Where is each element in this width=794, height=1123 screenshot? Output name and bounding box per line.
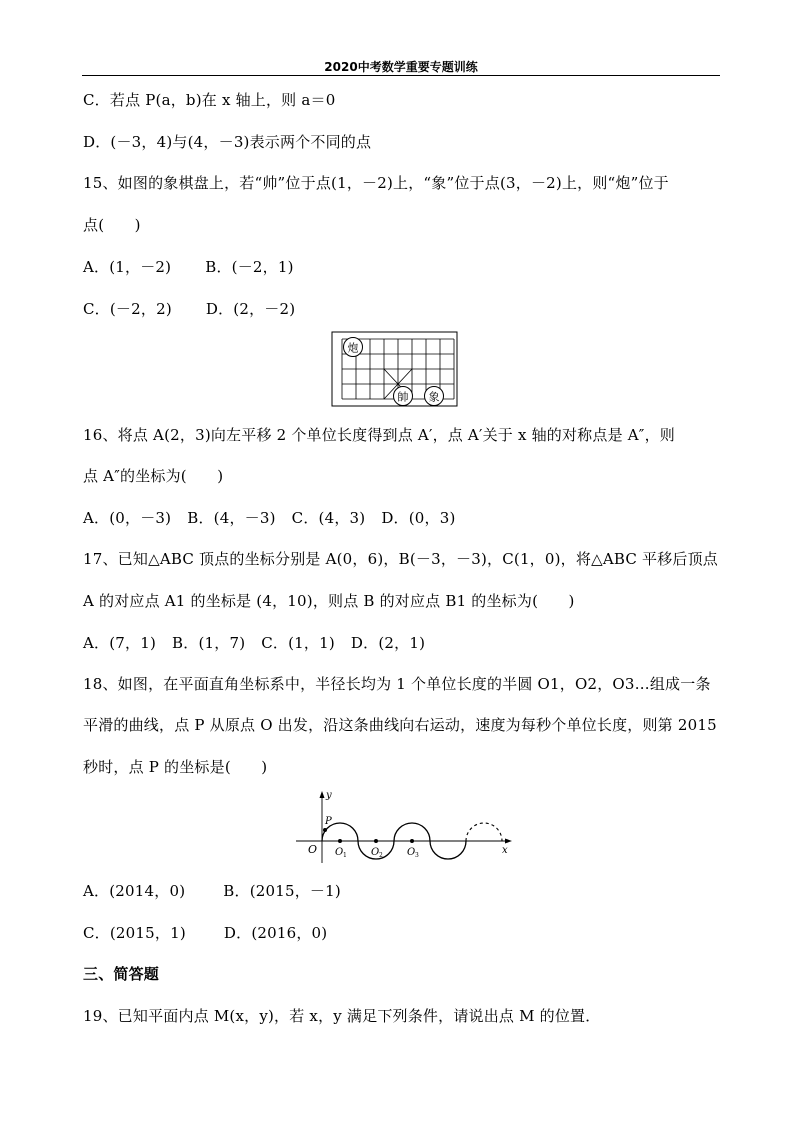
svg-text:P: P <box>325 816 332 827</box>
q14-option-c: C．若点 P(a，b)在 x 轴上，则 a＝0 <box>83 91 336 109</box>
q18-option-b: B．(2015，－1) <box>223 882 341 900</box>
svg-text:O: O <box>407 847 416 858</box>
svg-text:y: y <box>326 790 332 801</box>
q15-option-d: D．(2，－2) <box>205 300 296 318</box>
q16-stem-line2: 点 A″的坐标为( ) <box>83 467 224 485</box>
header-rule <box>82 75 720 76</box>
pao-piece <box>344 338 363 357</box>
q18-option-a: A．(2014，0) <box>83 882 186 900</box>
q17-stem-line2: A 的对应点 A1 的坐标是 (4，10)，则点 B 的对应点 B1 的坐标为( ) <box>83 592 575 610</box>
q17-option-a: A．(7，1) <box>83 634 157 652</box>
q17-options <box>83 632 425 653</box>
svg-text:O: O <box>371 847 380 858</box>
svg-text:3: 3 <box>415 852 419 859</box>
q17-option-c: C．(1，1) <box>261 634 335 652</box>
q15-options-ab <box>83 256 294 277</box>
svg-text:x: x <box>502 845 508 856</box>
q18-options-cd <box>83 922 327 943</box>
q18-option-c: C．(2015，1) <box>83 924 186 942</box>
shuai-piece <box>394 387 413 406</box>
q16-options <box>83 507 456 528</box>
q15-stem-line1: 15、如图的象棋盘上，若“帅”位于点(1，－2)上，“象”位于点(3，－2)上，则“炮”位于 <box>83 174 669 192</box>
svg-text:O: O <box>335 847 344 858</box>
q16-option-d: D．(0，3) <box>381 509 456 527</box>
q16-option-b: B．(4，－3) <box>187 509 276 527</box>
q16-stem-line1: 16、将点 A(2，3)向左平移 2 个单位长度得到点 A′，点 A′关于 x 轴的对称点是 A″，则 <box>83 426 675 444</box>
xiang-piece <box>425 387 444 406</box>
svg-text:2: 2 <box>379 852 383 859</box>
q17-option-b: B．(1，7) <box>172 634 246 652</box>
page-header: 2020中考数学重要专题训练 <box>324 60 478 74</box>
q17-option-d: D．(2，1) <box>350 634 426 652</box>
q16-option-a: A．(0，－3) <box>83 509 172 527</box>
svg-text:1: 1 <box>343 852 347 859</box>
q14-option-d: D．(－3，4)与(4，－3)表示两个不同的点 <box>83 133 372 151</box>
q15-option-b: B．(－2，1) <box>205 258 294 276</box>
q17-stem-line1: 17、已知△ABC 顶点的坐标分别是 A(0，6)，B(－3，－3)，C(1，0)，将△ABC 平移后顶点 <box>83 550 718 568</box>
svg-text:O: O <box>308 843 318 856</box>
q18-stem-line1: 18、如图，在平面直角坐标系中，半径长均为 1 个单位长度的半圆 O1，O2，O3…组成一条 <box>83 675 711 693</box>
q15-stem-line2: 点( ) <box>83 216 141 234</box>
q15-option-a: A．(1，－2) <box>83 258 172 276</box>
q18-option-d: D．(2016，0) <box>223 924 328 942</box>
q18-options-ab <box>83 880 341 901</box>
q18-stem-line2: 平滑的曲线，点 P 从原点 O 出发，沿这条曲线向右运动，速度为每秒个单位长度，则第 2015 <box>83 716 717 734</box>
svg-text:帥: 帥 <box>397 390 409 404</box>
q18-curve-figure <box>296 789 516 864</box>
q16-option-c: C．(4，3) <box>291 509 366 527</box>
q15-options-cd <box>83 298 295 319</box>
section-title: 三、简答题 <box>83 965 160 983</box>
svg-text:炮: 炮 <box>347 341 359 355</box>
q19-stem-line1: 19、已知平面内点 M(x，y)，若 x，y 满足下列条件，请说出点 M 的位置． <box>83 1007 601 1025</box>
q15-option-c: C．(－2，2) <box>83 300 172 318</box>
q18-stem-line3: 秒时，点 P 的坐标是( ) <box>83 758 268 776</box>
svg-text:象: 象 <box>428 390 440 404</box>
q15-chessboard-figure <box>330 330 460 410</box>
